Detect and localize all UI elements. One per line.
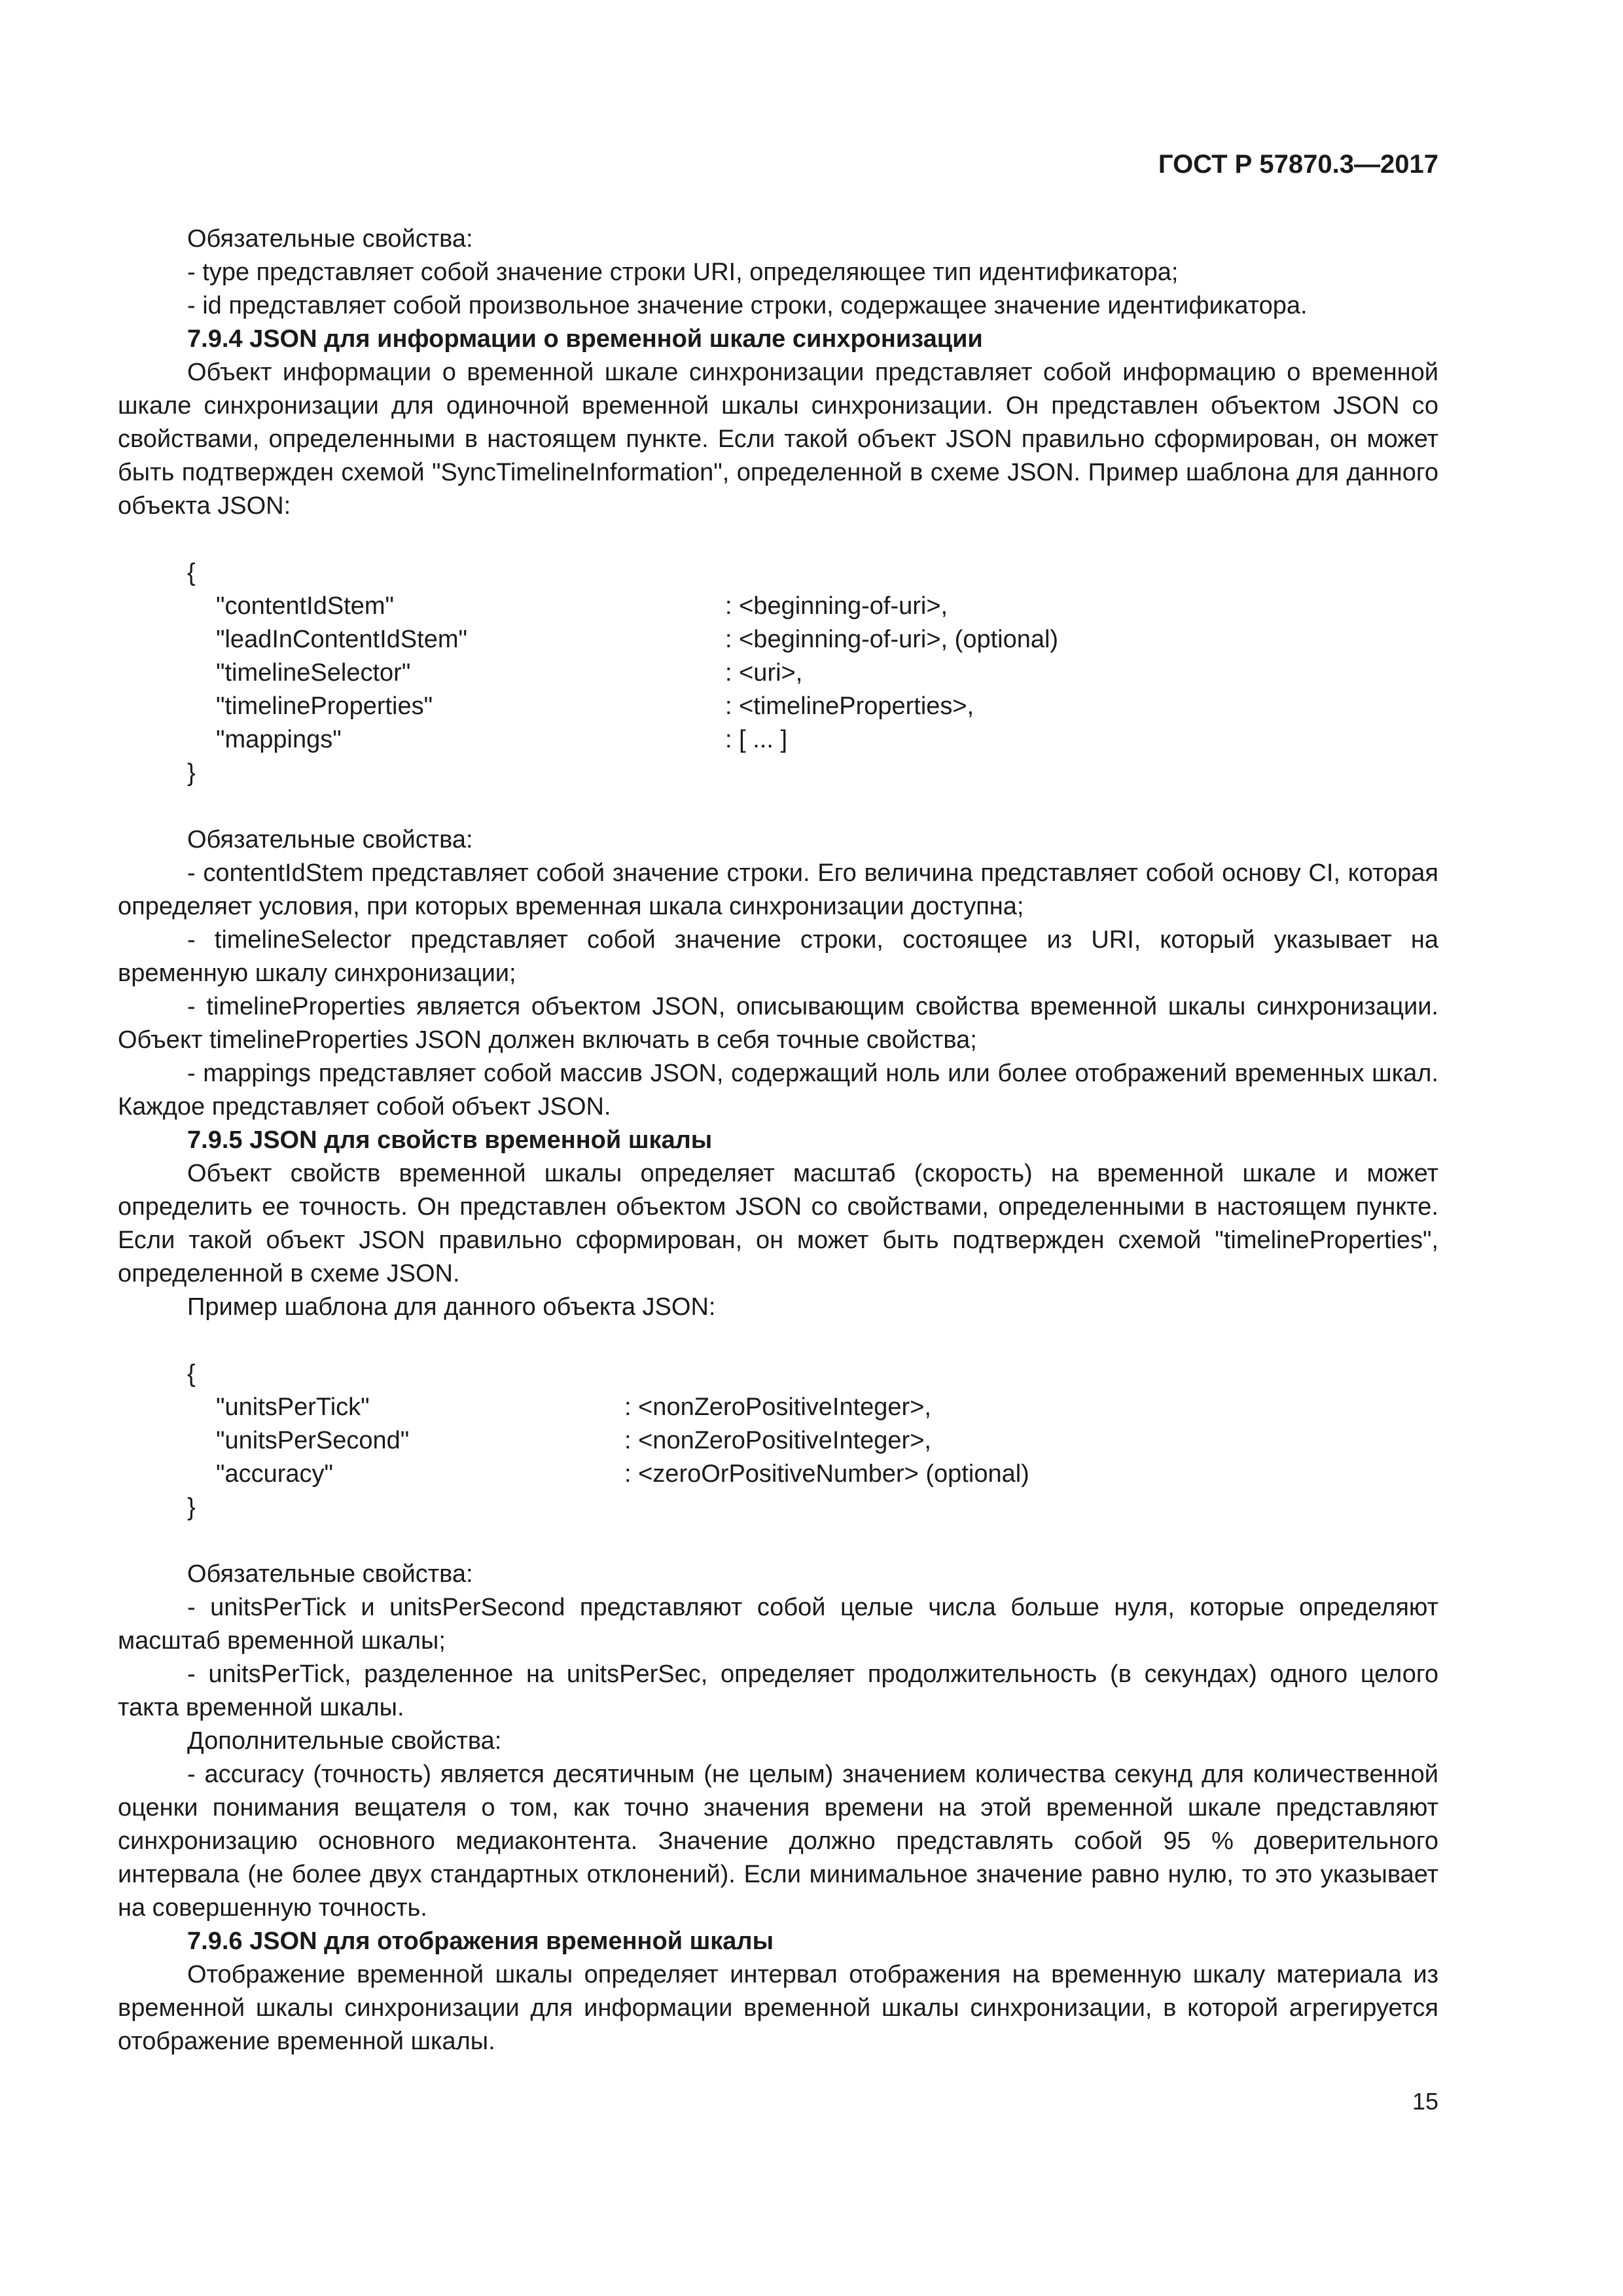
spacer xyxy=(118,790,1438,823)
paragraph: Обязательные свойства: xyxy=(187,826,473,853)
code-line xyxy=(118,656,1438,690)
json-key: "timelineSelector" xyxy=(216,659,411,687)
paragraph: - contentIdStem представляет собой значение строки. Его величина представляет собой основу CI, которая определяет условия, при которых временная шкала синхронизации доступна; xyxy=(118,859,1438,920)
close-brace: } xyxy=(187,759,196,787)
json-value: : [ ... ] xyxy=(725,726,788,753)
code-line xyxy=(118,556,1438,590)
spacer xyxy=(118,523,1438,556)
paragraph: - timelineProperties является объектом JSON, описывающим свойства временной шкалы синхронизации. Объект timelineProperties JSON должен включать в себя точные свойства; xyxy=(118,993,1438,1054)
json-template-block xyxy=(118,1357,1438,1524)
paragraph: - timelineSelector представляет собой значение строки, состоящее из URI, который указывает на временную шкалу синхронизации; xyxy=(118,926,1438,987)
code-line xyxy=(118,1424,1438,1458)
json-value: : <beginning-of-uri>, xyxy=(725,592,948,620)
json-key: "mappings" xyxy=(216,726,342,753)
json-key: "contentIdStem" xyxy=(216,592,395,620)
paragraph: Дополнительные свойства: xyxy=(187,1727,502,1755)
json-value: : <beginning-of-uri>, (optional) xyxy=(725,626,1059,653)
json-key: "timelineProperties" xyxy=(216,692,433,720)
json-value: : <nonZeroPositiveInteger>, xyxy=(624,1393,931,1421)
paragraph: Отображение временной шкалы определяет интервал отображения на временную шкалу материала из временной шкалы синхронизации для информации временной шкалы синхронизации, в которой агрегируется отображение временной шкалы. xyxy=(118,1961,1438,2055)
json-value: : <nonZeroPositiveInteger>, xyxy=(624,1427,931,1454)
document-body xyxy=(118,223,1438,2058)
spacer xyxy=(118,1324,1438,1357)
json-key: "accuracy" xyxy=(216,1460,334,1488)
json-value: : <uri>, xyxy=(725,659,803,687)
json-value: : <timelineProperties>, xyxy=(725,692,974,720)
code-line xyxy=(118,1357,1438,1391)
open-brace: { xyxy=(187,559,196,586)
paragraph: Пример шаблона для данного объекта JSON: xyxy=(187,1293,716,1321)
json-template-block xyxy=(118,556,1438,790)
code-line xyxy=(118,723,1438,757)
page-number: 15 xyxy=(1412,2088,1438,2115)
json-key: "unitsPerSecond" xyxy=(216,1427,410,1454)
json-value: : <zeroOrPositiveNumber> (optional) xyxy=(624,1460,1029,1488)
code-line xyxy=(118,757,1438,790)
paragraph: - id представляет собой произвольное значение строки, содержащее значение идентификатора. xyxy=(187,292,1308,319)
section-heading: 7.9.6 JSON для отображения временной шкалы xyxy=(187,1928,774,1955)
close-brace: } xyxy=(187,1494,196,1521)
paragraph: Обязательные свойства: xyxy=(187,1560,473,1588)
paragraph: Объект информации о временной шкале синхронизации представляет собой информацию о временной шкале синхронизации для одиночной временной шкалы синхронизации. Он представлен объектом JSON со свойствами, определенными в настоящем пункте. Если такой объект JSON правильно сформирован, он может быть подтвержден схемой "SyncTimelineInformation", определенной в схеме JSON. Пример шаблона для данного объекта JSON: xyxy=(118,359,1438,520)
code-line xyxy=(118,1458,1438,1491)
code-line xyxy=(118,623,1438,656)
section-heading: 7.9.5 JSON для свойств временной шкалы xyxy=(187,1126,713,1154)
paragraph: - type представляет собой значение строки URI, определяющее тип идентификатора; xyxy=(187,259,1179,286)
paragraph: - unitsPerTick и unitsPerSecond представляют собой целые числа больше нуля, которые определяют масштаб временной шкалы; xyxy=(118,1594,1438,1655)
spacer xyxy=(118,1524,1438,1558)
standard-header: ГОСТ Р 57870.3—2017 xyxy=(1158,150,1438,179)
code-line xyxy=(118,690,1438,723)
code-line xyxy=(118,1491,1438,1524)
open-brace: { xyxy=(187,1360,196,1388)
paragraph: - mappings представляет собой массив JSON, содержащий ноль или более отображений временных шкал. Каждое представляет собой объект JSON. xyxy=(118,1060,1438,1121)
code-line xyxy=(118,1391,1438,1424)
code-line xyxy=(118,590,1438,623)
json-key: "leadInContentIdStem" xyxy=(216,626,467,653)
paragraph: - unitsPerTick, разделенное на unitsPerSec, определяет продолжительность (в секундах) одного целого такта временной шкалы. xyxy=(118,1660,1438,1721)
section-heading: 7.9.4 JSON для информации о временной шкале синхронизации xyxy=(187,325,983,353)
json-key: "unitsPerTick" xyxy=(216,1393,370,1421)
paragraph: Объект свойств временной шкалы определяет масштаб (скорость) на временной шкале и может определить ее точность. Он представлен объектом JSON со свойствами, определенными в настоящем пункте. Если такой объект JSON правильно сформирован, он может быть подтвержден схемой "timelineProperties", определенной в схеме JSON. xyxy=(118,1160,1438,1287)
paragraph: - accuracy (точность) является десятичным (не целым) значением количества секунд для количественной оценки понимания вещателя о том, как точно значения времени на этой временной шкале представляют синхронизацию основного медиаконтента. Значение должно представлять собой 95 % доверительного интервала (не более двух стандартных отклонений). Если минимальное значение равно нулю, то это указывает на совершенную точность. xyxy=(118,1761,1438,1922)
paragraph: Обязательные свойства: xyxy=(187,225,473,253)
